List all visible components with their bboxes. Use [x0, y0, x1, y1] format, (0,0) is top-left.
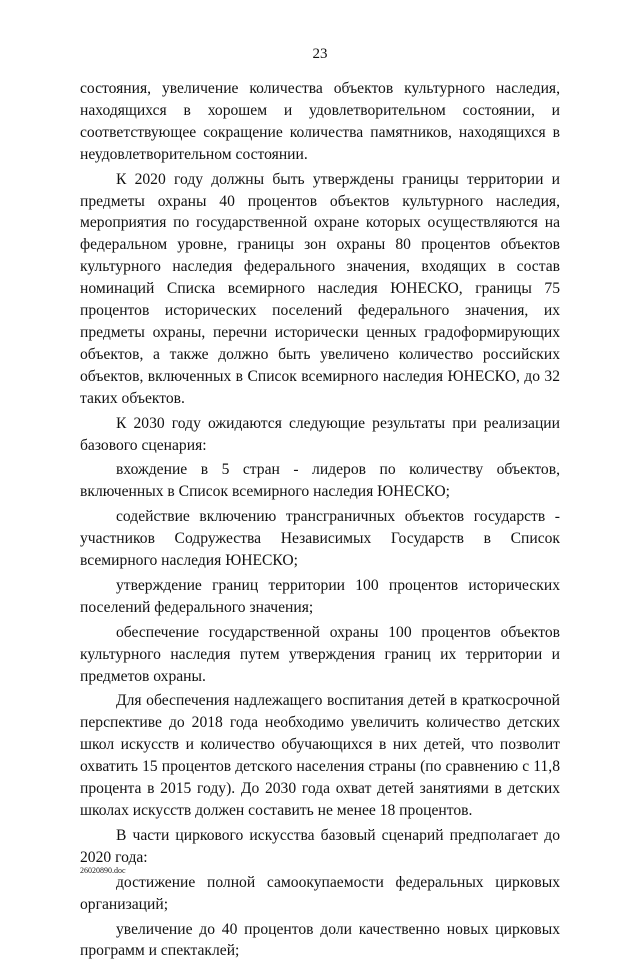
- page-number: 23: [312, 46, 328, 62]
- paragraph-children-art-schools: Для обеспечения надлежащего воспитания детей в краткосрочной перспективе до 2018 года необходимо увеличить количество детских школ искусств и количество обучающихся в них детей, что позволит охватить 15 процентов детского населения страны (по сравнению с 11,8 процента в 2015 году). До 2030 года охват детей занятиями в детских школах искусств должен составить не менее 18 процентов.: [80, 692, 560, 819]
- paragraph-continuation: состояния, увеличение количества объектов культурного наследия, находящихся в хорошем и удовлетворительном состоянии, и соответствующее сокращение количества памятников, находящихся в неудовлетворительном состоянии.: [80, 80, 560, 163]
- body-text: [80, 78, 560, 962]
- list-item-circus-new-programs: увеличение до 40 процентов доли качественно новых цирковых программ и спектаклей;: [80, 920, 560, 960]
- list-item-circus-self-sufficiency: достижение полной самоокупаемости федеральных цирковых организаций;: [80, 873, 560, 913]
- list-item-top5-countries: вхождение в 5 стран - лидеров по количеству объектов, включенных в Список всемирного наследия ЮНЕСКО;: [80, 461, 560, 501]
- list-item-transboundary-objects: содействие включению трансграничных объектов государств - участников Содружества Независимых Государств в Список всемирного наследия ЮНЕСКО;: [80, 508, 560, 570]
- list-item-state-protection: обеспечение государственной охраны 100 процентов объектов культурного наследия путем утверждения границ их территории и предметов охраны.: [80, 623, 560, 685]
- list-item-historic-settlements: утверждение границ территории 100 процентов исторических поселений федерального значения;: [80, 576, 560, 616]
- paragraph-circus-intro: В части циркового искусства базовый сценарий предполагает до 2020 года:: [80, 826, 560, 866]
- file-name-footer: 26020890.doc: [80, 866, 126, 875]
- paragraph-2020-targets: К 2020 году должны быть утверждены границы территории и предметы охраны 40 процентов объектов культурного наследия, мероприятия по государственной охране которых осуществляются на федеральном уровне, границы зон охраны 80 процентов объектов культурного наследия федерального значения, входящих в состав номинаций Списка всемирного наследия ЮНЕСКО, границы 75 процентов исторических поселений федерального значения, их предметы охраны, перечни исторически ценных градоформирующих объектов, а также должно быть увеличено количество российских объектов, включенных в Список всемирного наследия ЮНЕСКО, до 32 таких объектов.: [80, 170, 560, 407]
- paragraph-2030-intro: К 2030 году ожидаются следующие результаты при реализации базового сценария:: [80, 414, 560, 454]
